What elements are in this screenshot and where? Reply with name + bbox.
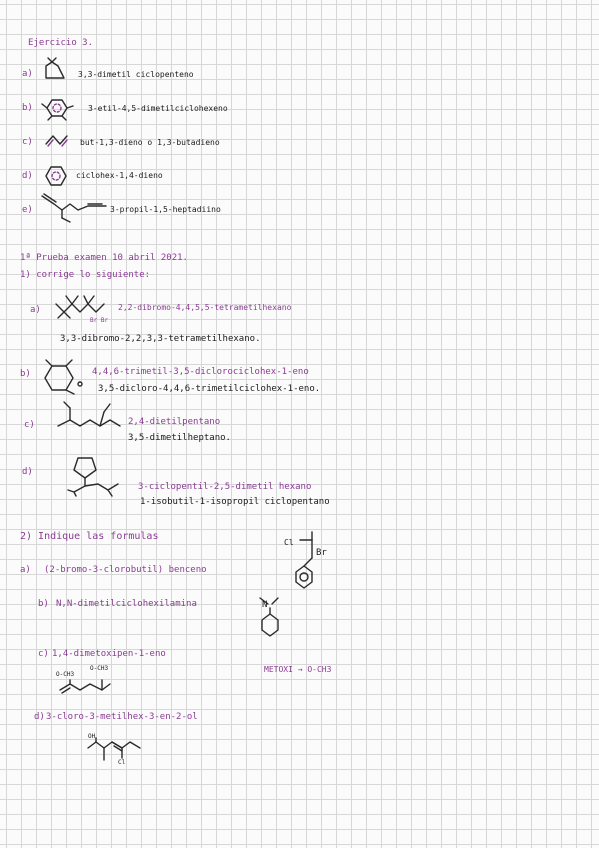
corrected-name: 3,5-dicloro-4,4,6-trimetilciclohex-1-eno. xyxy=(98,384,321,394)
label-cl: Cl xyxy=(118,759,126,766)
item-letter: b) xyxy=(38,599,49,609)
methoxy-note: METOXI → O-CH3 xyxy=(264,665,332,674)
formula-name: N,N-dimetilciclohexilamina xyxy=(56,599,197,609)
structure-cyclohexadiene xyxy=(44,164,68,188)
structure-hexane xyxy=(54,292,114,320)
wrong-name: 2,4-dietilpentano xyxy=(128,417,221,427)
item-letter: b) xyxy=(22,103,33,113)
item-letter: c) xyxy=(38,649,49,659)
item-letter: a) xyxy=(20,565,31,575)
question-2-title: 2) Indique las formulas xyxy=(20,531,159,542)
label-n: N xyxy=(262,600,268,610)
item-letter: c) xyxy=(22,137,33,147)
structure-cyclohexene-chloro xyxy=(38,360,88,396)
item-letter: a) xyxy=(22,69,33,79)
bromine-labels: Br Br xyxy=(90,317,109,324)
structure-cyclopentene xyxy=(42,58,68,82)
structure-heptadiyne xyxy=(40,192,108,224)
corrected-name: 1-isobutil-1-isopropil ciclopentano xyxy=(140,497,330,507)
compound-name: ciclohex-1,4-dieno xyxy=(76,171,163,180)
corrected-name: 3,5-dimetilheptano. xyxy=(128,433,231,443)
label-och3-a: O-CH3 xyxy=(56,671,75,678)
compound-name: but-1,3-dieno o 1,3-butadieno xyxy=(80,138,220,147)
item-letter: b) xyxy=(20,369,31,379)
exercise-title: Ejercicio 3. xyxy=(28,38,94,48)
item-letter: d) xyxy=(22,467,33,477)
compound-name: 3-etil-4,5-dimetilciclohexeno xyxy=(88,104,228,113)
structure-cyclohexylamine xyxy=(256,594,286,640)
label-och3-b: O-CH3 xyxy=(90,665,109,672)
formula-name: (2-bromo-3-clorobutil) benceno xyxy=(44,565,207,575)
item-letter: d) xyxy=(34,712,45,722)
compound-name: 3-propil-1,5-heptadiino xyxy=(110,205,221,214)
structure-cyclohexene xyxy=(42,96,74,120)
item-letter: d) xyxy=(22,171,33,181)
corrected-name: 3,3-dibromo-2,2,3,3-tetrametilhexano. xyxy=(60,334,261,344)
structure-heptane xyxy=(56,400,124,432)
structure-cyclopentane xyxy=(64,454,124,496)
label-cl: Cl xyxy=(284,538,294,547)
wrong-name: 4,4,6-trimetil-3,5-diclorociclohex-1-eno xyxy=(92,367,309,377)
structure-dimethoxypentene xyxy=(56,676,116,696)
exam-title: 1ª Prueba examen 10 abril 2021. xyxy=(20,253,188,263)
item-letter: c) xyxy=(24,420,35,430)
question-1-title: 1) corrige lo siguiente: xyxy=(20,270,151,280)
item-letter: e) xyxy=(22,205,33,215)
formula-name: 3-cloro-3-metilhex-3-en-2-ol xyxy=(46,712,198,722)
structure-chloromethylhexenol xyxy=(84,733,144,768)
label-br: Br xyxy=(316,548,327,558)
wrong-name: 3-ciclopentil-2,5-dimetil hexano xyxy=(138,482,312,492)
wrong-name: 2,2-dibromo-4,4,5,5-tetrametilhexano xyxy=(118,303,292,312)
formula-name: 1,4-dimetoxipen-1-eno xyxy=(52,649,166,659)
label-oh: OH xyxy=(88,733,96,740)
item-letter: a) xyxy=(30,305,41,315)
compound-name: 3,3-dimetil ciclopenteno xyxy=(78,70,194,79)
structure-butadiene xyxy=(44,132,74,148)
